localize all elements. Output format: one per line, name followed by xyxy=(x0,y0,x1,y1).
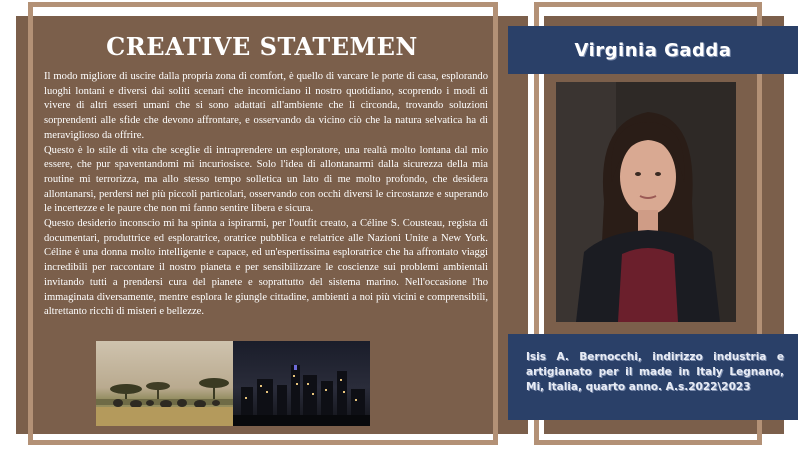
school-info: Isis A. Bernocchi, indirizzo industria e artigianato per il made in Italy Legnano, Mi, Italia, quarto anno. A.s.2022\2023 xyxy=(526,351,784,393)
school-info-box xyxy=(508,334,798,420)
inspiration-photos xyxy=(96,341,370,426)
author-banner xyxy=(508,26,798,74)
savanna-photo xyxy=(96,341,233,426)
statement-paragraph: Il modo migliore di uscire dalla propria zona di comfort, è quello di varcare le porte di casa, esplorando luoghi lontani e diversi dai soliti scenari che incorniciano il nostro quotidiano, scoprendo i modi di vivere di altri esseri umani che si sono adattati all'ambiente che li circonda, trovando soluzioni sorprendenti alle sfide che devono affrontare, e osservando da vicino ciò che la natura selvatica ha di meraviglioso da offrire. xyxy=(44,71,488,141)
page-title: CREATIVE STATEMEN xyxy=(106,32,418,61)
night-city-photo xyxy=(233,341,370,426)
statement-paragraph: Questo desiderio inconscio mi ha spinta a ispirarmi, per l'outfit creato, a Céline S. Cousteau, regista di documentari, produttrice ed esploratrice, oratrice pubblica e relatrice alle Nazioni Unite a New York. Céline è una donna molto intelligente e capace, ed un'espertissima esploratrice che ha affrontato viaggi incredibili per raccontare il nostro pianeta e per sensibilizzare le coscienze sui problemi ambientali invitando tutti a prendersi cura del pianete e soprattutto del sistema marino. Nell'occasione l'ho immaginata diversamente, mentre esplora le giungle cittadine, ambienti a noi più vicini e comprensibili, altrettanto ricchi di misteri e bellezze. xyxy=(44,218,488,318)
portrait-photo xyxy=(556,82,736,322)
statement-paragraph: Questo è lo stile di vita che sceglie di intraprendere un esploratore, una realtà molto lontana dal mio essere, che pur spaventandomi mi incuriosisce. Solo l'idea di allontanarmi dalla sicurezza della mia routine mi terrorizza, ma allo stesso tempo solletica un lato di me molto profondo, che desidera allontanarsi, perdersi nei più piccoli particolari, osservando con occhi diversi le circostanze e superando le incertezze e le paure che non mi fanno sentire libera e sicura. xyxy=(44,144,488,215)
statement-text xyxy=(44,70,488,320)
author-name: Virginia Gadda xyxy=(574,39,732,61)
